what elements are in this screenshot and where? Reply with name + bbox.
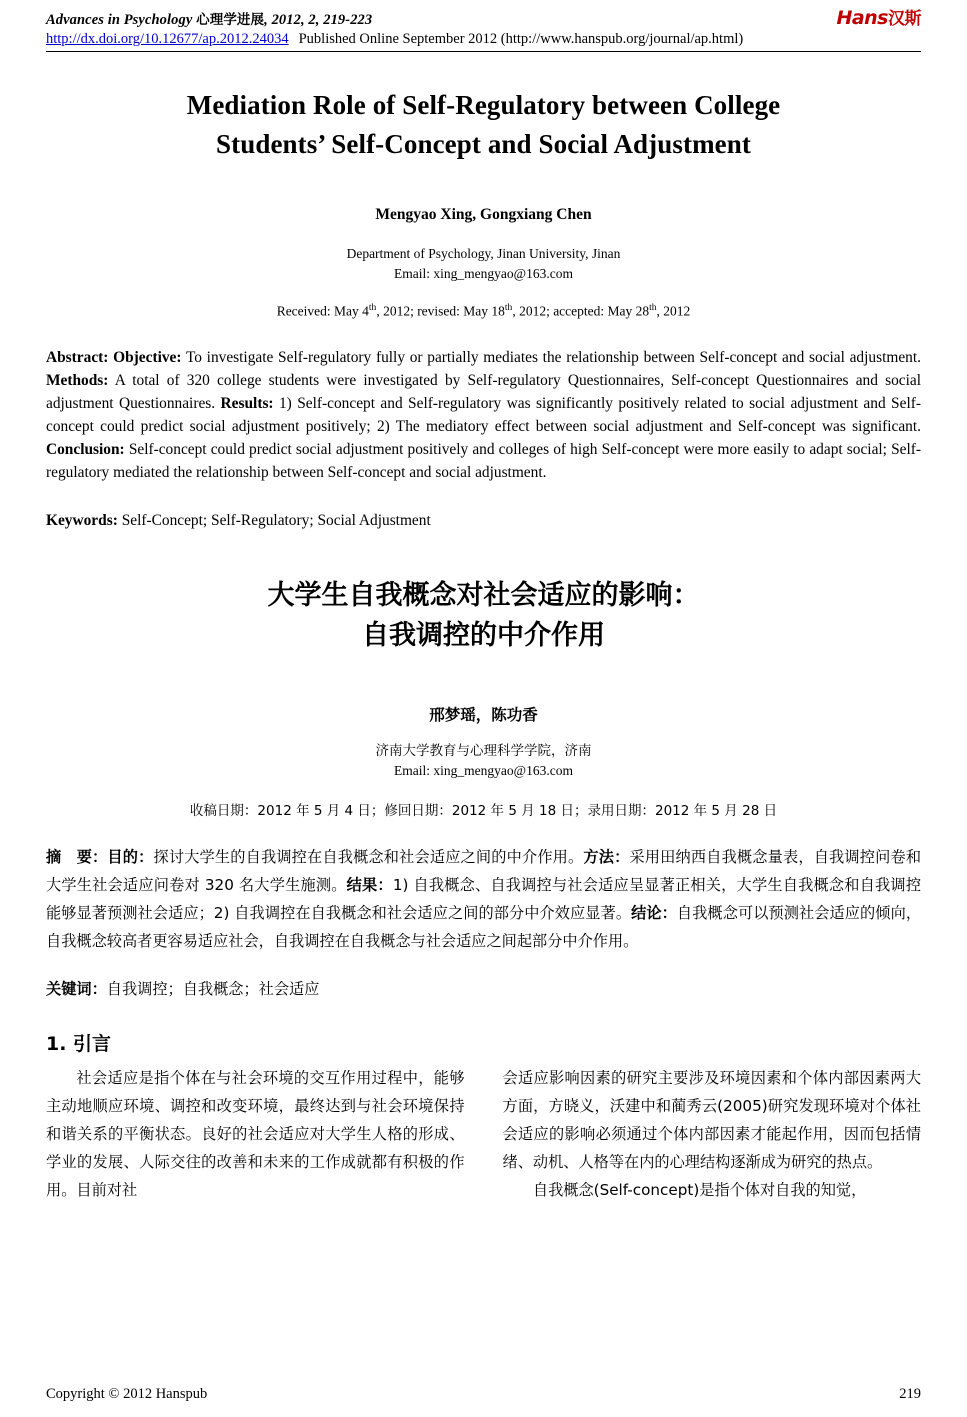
dates-en-mid2: , 2012; accepted: May 28 (512, 303, 650, 319)
ordinal-th-2: th (504, 303, 513, 314)
doi-line (46, 31, 921, 48)
objective-label-en: Objective: (113, 348, 182, 366)
dates-en-mid1: , 2012; revised: May 18 (376, 303, 505, 319)
results-text-en: 1) Self-concept and Self-regulatory was significantly positively related to social adjustment and Self-concept could predict social adjustment positively; 2) The mediatory effect between social adjustment and Self-concept was significant. (46, 395, 921, 436)
dates-cn: 收稿日期：2012 年 5 月 4 日；修回日期：2012 年 5 月 18 日；录用日期：2012 年 5 月 28 日 (189, 803, 778, 820)
methods-text-en: A total of 320 college students were investigated by Self-regulatory Questionnaires, Self-concept Questionnaires and social adjustment Questionnaires. (46, 372, 922, 413)
header-divider (46, 51, 921, 52)
published-online-text: Published Online September 2012 (http://www.hanspub.org/journal/ap.html) (298, 31, 744, 47)
affiliation-en (46, 244, 921, 283)
page-title-en (46, 86, 921, 164)
dates-en (46, 303, 921, 320)
publisher-logo (836, 4, 921, 29)
abstract-label-en: Abstract: (46, 348, 109, 366)
methods-text-cn: 采用田纳西自我概念量表，自我调控问卷和大学生社会适应问卷对 320 名大学生施测。 (46, 848, 922, 895)
paragraph: 会适应影响因素的研究主要涉及环境因素和个体内部因素两大方面，方晓义，沃建中和蔺秀云(2005)研究发现环境对个体社会适应的影响必须通过个体内部因素才能起作用，因而包括情绪、动机、人格等在内的心理结构逐渐成为研究的热点。 (502, 1068, 921, 1171)
publisher-logo-cn: 汉斯 (888, 9, 921, 29)
authors-en: Mengyao Xing, Gongxiang Chen (375, 206, 592, 224)
keywords-label-cn: 关键词： (46, 979, 107, 998)
journal-title-cn: 心理学进展 (196, 12, 265, 28)
keywords-label-en: Keywords: (46, 511, 118, 529)
title-en-line1: Mediation Role of Self-Regulatory between College (186, 90, 781, 120)
keywords-cn (46, 978, 921, 999)
affiliation-cn-text: 济南大学教育与心理科学学院，济南 (375, 742, 592, 759)
results-text-cn: 1) 自我概念、自我调控与社会适应呈显著正相关，大学生自我概念和自我调控能够显著预测社会适应；2) 自我调控在自我概念和社会适应之间的部分中介效应显著。 (46, 876, 922, 923)
paragraph: 社会适应是指个体在与社会环境的交互作用过程中，能够主动地顺应环境、调控和改变环境，最终达到与社会环境保持和谐关系的平衡状态。良好的社会适应对大学生人格的形成、学业的发展、人际交往的改善和未来的工作成就都有积极的作用。目前对社 (46, 1068, 465, 1200)
title-cn-line1: 大学生自我概念对社会适应的影响： (267, 579, 700, 611)
running-head (46, 0, 921, 52)
page-footer (46, 1386, 921, 1403)
affiliation-cn (46, 741, 921, 782)
email-cn: Email: xing_mengyao@163.com (394, 762, 573, 778)
journal-issue: , 2012, 2, 219-223 (264, 12, 373, 28)
objective-text-cn: 探讨大学生的自我调控在自我概念和社会适应之间的中介作用。 (153, 848, 584, 867)
keywords-text-en: Self-Concept; Self-Regulatory; Social Adjustment (121, 511, 431, 529)
keywords-text-cn: 自我调控；自我概念；社会适应 (106, 979, 320, 998)
results-label-cn: 结果： (346, 876, 393, 895)
affiliation-en-text: Department of Psychology, Jinan University, Jinan (346, 246, 621, 262)
abstract-label-cn: 摘 要： (46, 848, 108, 867)
methods-label-en: Methods: (46, 372, 109, 390)
title-en-line2: Students’ Self-Concept and Social Adjustment (216, 129, 751, 160)
paragraph: 自我概念(Self-concept)是指个体对自我的知觉， (532, 1181, 867, 1200)
abstract-cn (46, 843, 921, 956)
section-heading-1: 1. 引言 (46, 1032, 112, 1055)
doi-link[interactable]: http://dx.doi.org/10.12677/ap.2012.24034 (46, 31, 289, 47)
results-label-en: Results: (220, 395, 274, 413)
publisher-logo-en: Hans (836, 7, 888, 29)
objective-label-cn: 目的： (107, 848, 154, 867)
body-column-left (46, 1064, 465, 1205)
ordinal-th-3: th (649, 303, 657, 314)
conclusion-label-cn: 结论： (631, 904, 677, 923)
conclusion-label-en: Conclusion: (46, 441, 125, 459)
body-column-right (503, 1064, 922, 1205)
copyright-text: Copyright © 2012 Hanspub (46, 1386, 208, 1402)
page-number: 219 (899, 1386, 921, 1402)
journal-title-en: Advances in Psychology (46, 12, 193, 28)
conclusion-text-en: Self-concept could predict social adjustment positively and colleges of high Self-concept were more easily to adapt social; Self-regulatory mediated the relationship between Self-concept and social adjustment. (46, 441, 921, 482)
email-en: Email: xing_mengyao@163.com (394, 265, 573, 281)
title-cn-line2: 自我调控的中介作用 (362, 620, 605, 652)
body-columns (46, 1064, 921, 1205)
authors-cn: 邢梦瑶，陈功香 (429, 705, 538, 724)
methods-label-cn: 方法： (583, 848, 630, 867)
page-title-cn (46, 576, 921, 657)
objective-text-en: To investigate Self-regulatory fully or partially mediates the relationship between Self-concept and social adjustment. (185, 348, 921, 366)
conclusion-text-cn: 自我概念可以预测社会适应的倾向，自我概念较高者更容易适应社会，自我调控在自我概念与社会适应之间起部分中介作用。 (46, 904, 922, 951)
dates-en-prefix: Received: May 4 (276, 303, 369, 319)
ordinal-th-1: th (368, 303, 377, 314)
journal-line (46, 8, 921, 29)
dates-en-suffix: , 2012 (656, 303, 691, 319)
keywords-en (46, 512, 921, 530)
abstract-en (46, 346, 921, 485)
